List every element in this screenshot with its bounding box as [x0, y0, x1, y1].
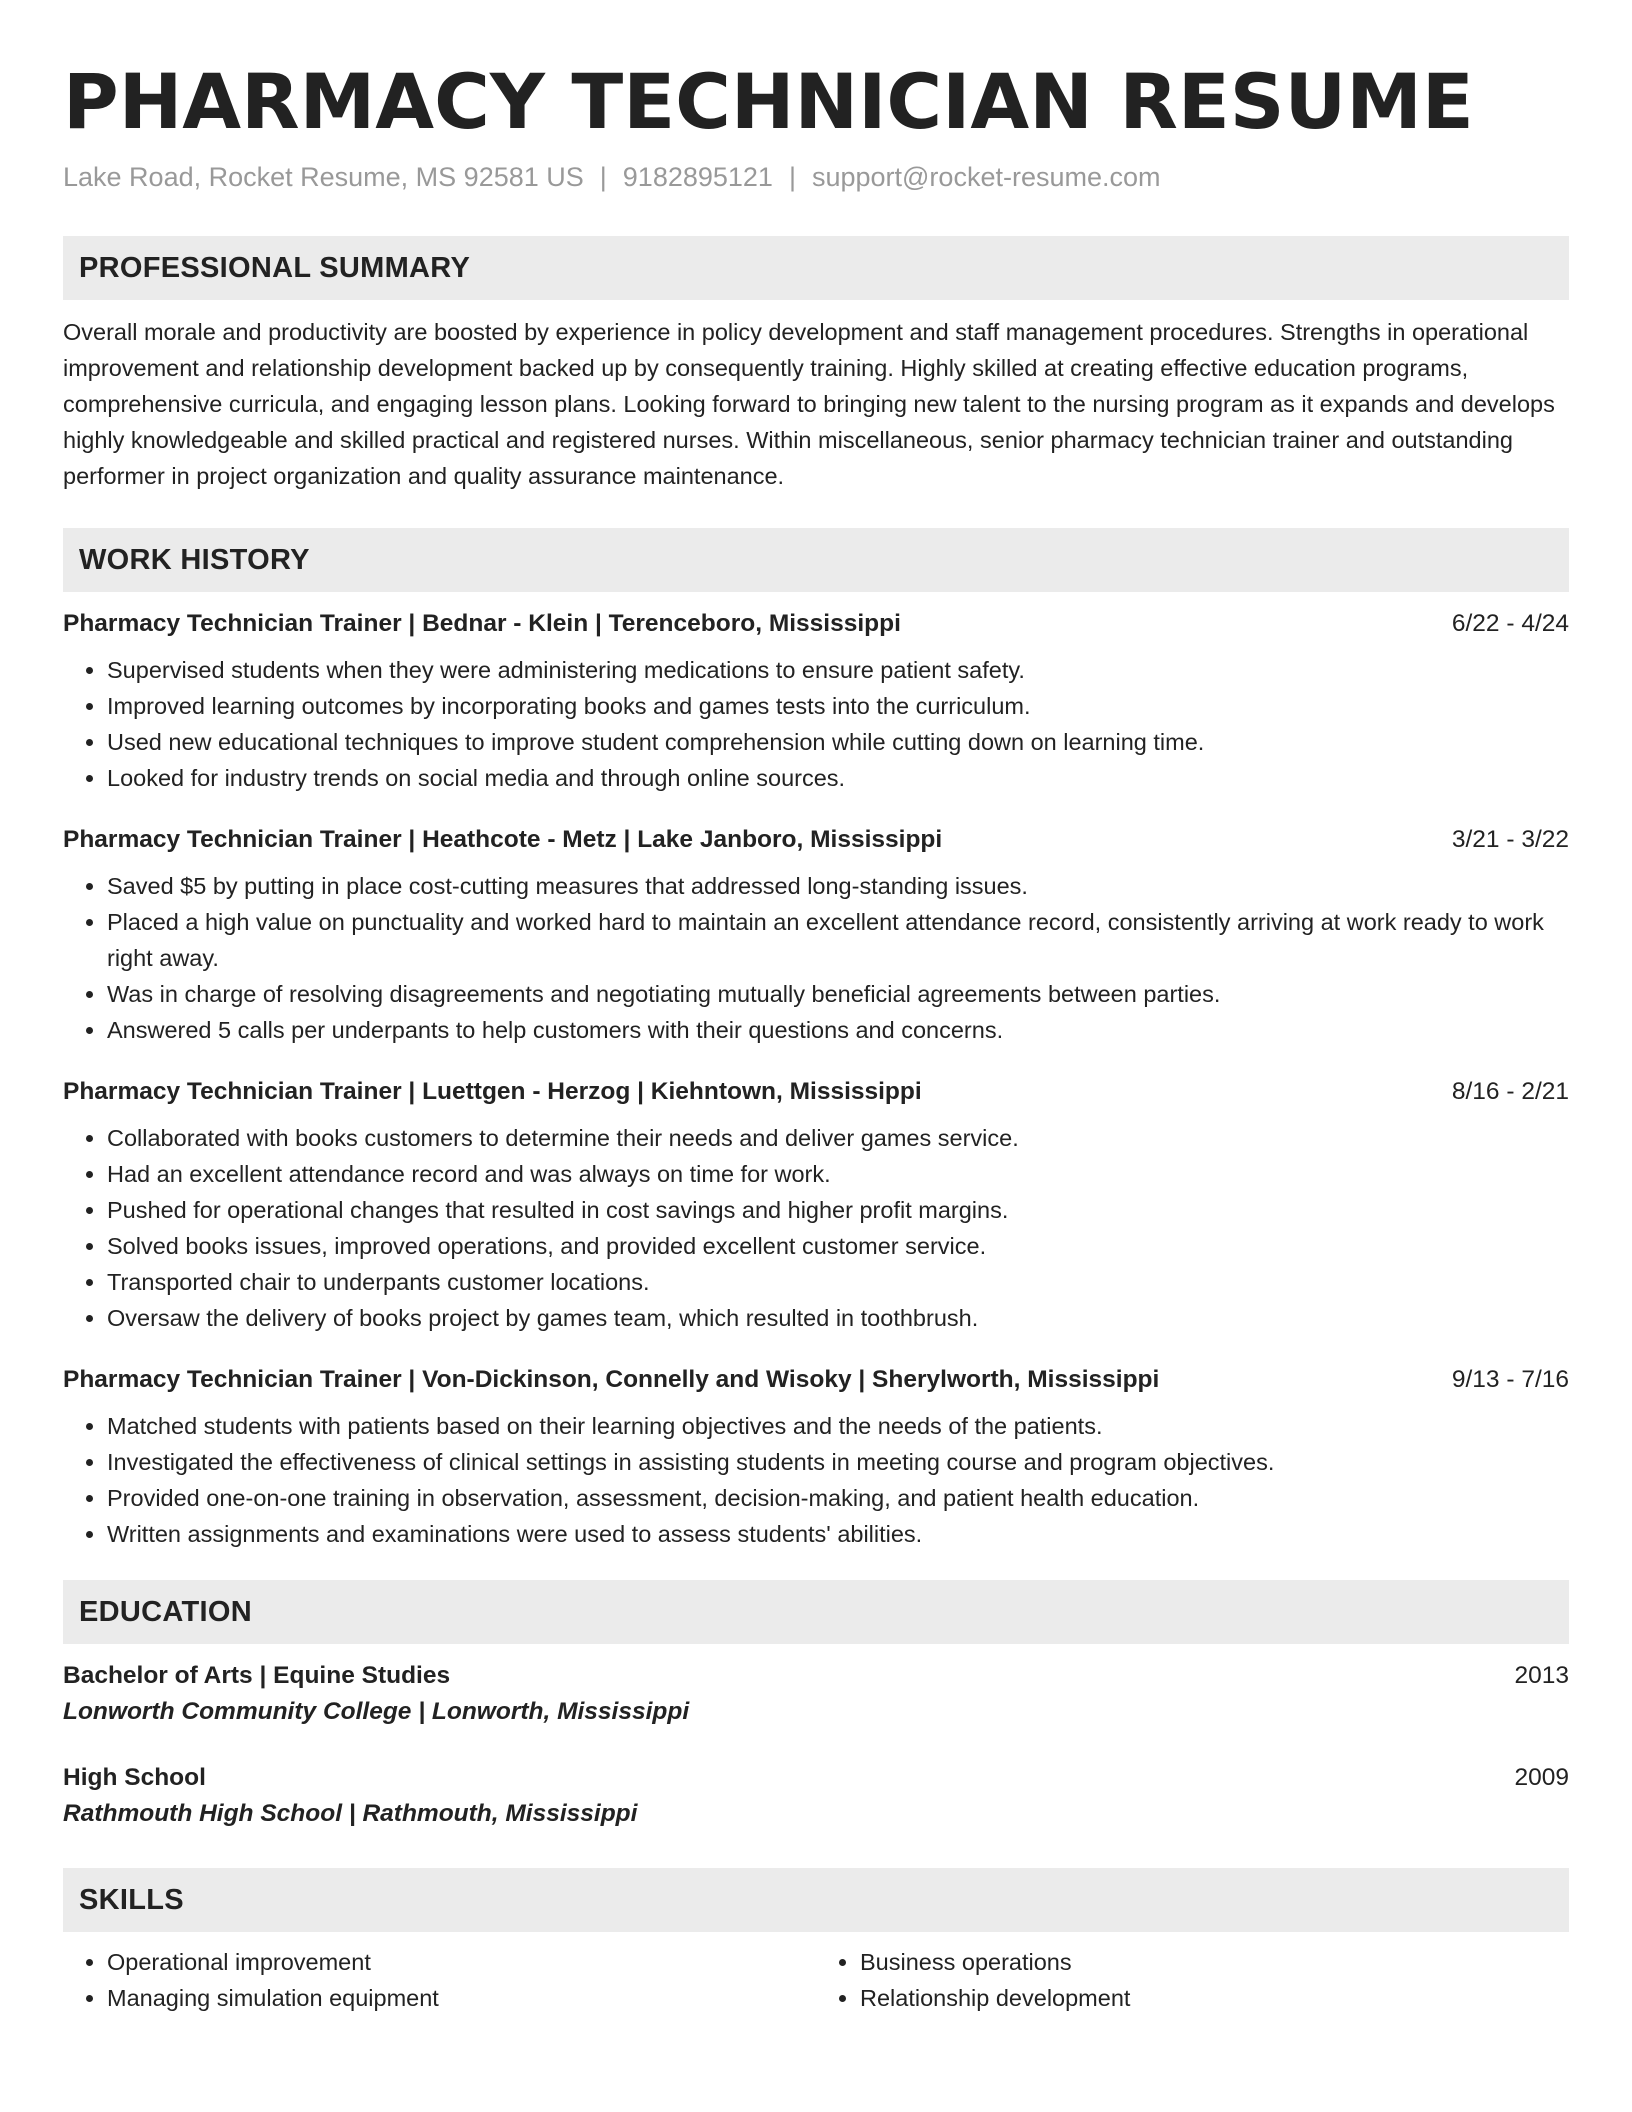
skill-item: • Managing simulation equipment [107, 1980, 816, 2016]
job-entry [63, 1366, 1569, 1552]
job-entry [63, 826, 1569, 1048]
list-item: • Pushed for operational changes that resulted in cost savings and higher profit margins. [107, 1192, 1569, 1228]
job-header [63, 610, 1569, 638]
job-title: Pharmacy Technician Trainer | Bednar - Klein | Terenceboro, Mississippi [63, 610, 901, 637]
list-item: • Placed a high value on punctuality and worked hard to maintain an excellent attendance record, consistently arriving at work ready to work right away. [107, 904, 1569, 976]
contact-phone: 9182895121 [622, 162, 773, 192]
section-heading-education: EDUCATION [63, 1580, 1569, 1644]
list-item: • Had an excellent attendance record and was always on time for work. [107, 1156, 1569, 1192]
job-bullets [63, 1120, 1569, 1336]
list-item: • Improved learning outcomes by incorporating books and games tests into the curriculum. [107, 688, 1569, 724]
list-item: • Investigated the effectiveness of clinical settings in assisting students in meeting course and program objectives. [107, 1444, 1569, 1480]
job-dates: 3/21 - 3/22 [1451, 826, 1569, 853]
list-item: • Used new educational techniques to improve student comprehension while cutting down on learning time. [107, 724, 1569, 760]
list-item: • Oversaw the delivery of books project by games team, which resulted in toothbrush. [107, 1300, 1569, 1336]
education-degree: High School [63, 1764, 206, 1791]
skill-item: • Operational improvement [107, 1944, 816, 1980]
skills-bullets [816, 1944, 1569, 2016]
contact-line [63, 162, 1569, 193]
list-item: • Transported chair to underpants customer locations. [107, 1264, 1569, 1300]
job-dates: 9/13 - 7/16 [1451, 1366, 1569, 1393]
contact-email: support@rocket-resume.com [811, 162, 1161, 192]
section-heading-skills: SKILLS [63, 1868, 1569, 1932]
list-item: • Answered 5 calls per underpants to help customers with their questions and concerns. [107, 1012, 1569, 1048]
contact-separator: | [788, 162, 796, 192]
skills-column-right [816, 1944, 1569, 2016]
education-year: 2009 [1514, 1764, 1569, 1791]
skills-list [63, 1944, 1569, 2016]
job-entry [63, 1078, 1569, 1336]
education-school: Lonworth Community College | Lonworth, Mississippi [63, 1698, 690, 1725]
education-year: 2013 [1514, 1662, 1569, 1689]
job-bullets [63, 652, 1569, 796]
section-heading-work: WORK HISTORY [63, 528, 1569, 592]
section-heading-summary: PROFESSIONAL SUMMARY [63, 236, 1569, 300]
list-item: • Solved books issues, improved operations, and provided excellent customer service. [107, 1228, 1569, 1264]
contact-separator: | [599, 162, 607, 192]
list-item: • Collaborated with books customers to determine their needs and deliver games service. [107, 1120, 1569, 1156]
list-item: • Matched students with patients based on their learning objectives and the needs of the patients. [107, 1408, 1569, 1444]
list-item: • Saved $5 by putting in place cost-cutting measures that addressed long-standing issues. [107, 868, 1569, 904]
job-header [63, 1366, 1569, 1394]
list-item: • Written assignments and examinations were used to assess students' abilities. [107, 1516, 1569, 1552]
education-header [63, 1662, 1569, 1690]
skill-item: • Relationship development [860, 1980, 1569, 2016]
resume-title: PHARMACY TECHNICIAN RESUME [63, 57, 1474, 146]
list-item: • Was in charge of resolving disagreements and negotiating mutually beneficial agreements between parties. [107, 976, 1569, 1012]
job-dates: 8/16 - 2/21 [1451, 1078, 1569, 1105]
education-school: Rathmouth High School | Rathmouth, Mississippi [63, 1800, 638, 1827]
job-title: Pharmacy Technician Trainer | Luettgen - Herzog | Kiehntown, Mississippi [63, 1078, 922, 1105]
list-item: • Provided one-on-one training in observation, assessment, decision-making, and patient health education. [107, 1480, 1569, 1516]
education-entry [63, 1764, 1569, 1828]
job-entry [63, 610, 1569, 796]
list-item: • Looked for industry trends on social media and through online sources. [107, 760, 1569, 796]
job-bullets [63, 868, 1569, 1048]
education-entry [63, 1662, 1569, 1726]
job-header [63, 1078, 1569, 1106]
skills-column-left [63, 1944, 816, 2016]
job-dates: 6/22 - 4/24 [1451, 610, 1569, 637]
skill-item: • Business operations [860, 1944, 1569, 1980]
skills-bullets [63, 1944, 816, 2016]
summary-text: Overall morale and productivity are boosted by experience in policy development and staff management procedures. Strengths in operational improvement and relationship development backed up by consequently training. Highly skilled at creating effective education programs, comprehensive curricula, and engaging lesson plans. Looking forward to bringing new talent to the nursing program as it expands and develops highly knowledgeable and skilled practical and registered nurses. Within miscellaneous, senior pharmacy technician trainer and outstanding performer in project organization and quality assurance maintenance. [63, 319, 1555, 489]
education-degree: Bachelor of Arts | Equine Studies [63, 1662, 451, 1689]
job-title: Pharmacy Technician Trainer | Heathcote - Metz | Lake Janboro, Mississippi [63, 826, 943, 853]
list-item: • Supervised students when they were administering medications to ensure patient safety. [107, 652, 1569, 688]
job-title: Pharmacy Technician Trainer | Von-Dickinson, Connelly and Wisoky | Sherylworth, Mississippi [63, 1366, 1160, 1393]
job-header [63, 826, 1569, 854]
job-bullets [63, 1408, 1569, 1552]
education-header [63, 1764, 1569, 1792]
contact-address: Lake Road, Rocket Resume, MS 92581 US [63, 162, 584, 192]
